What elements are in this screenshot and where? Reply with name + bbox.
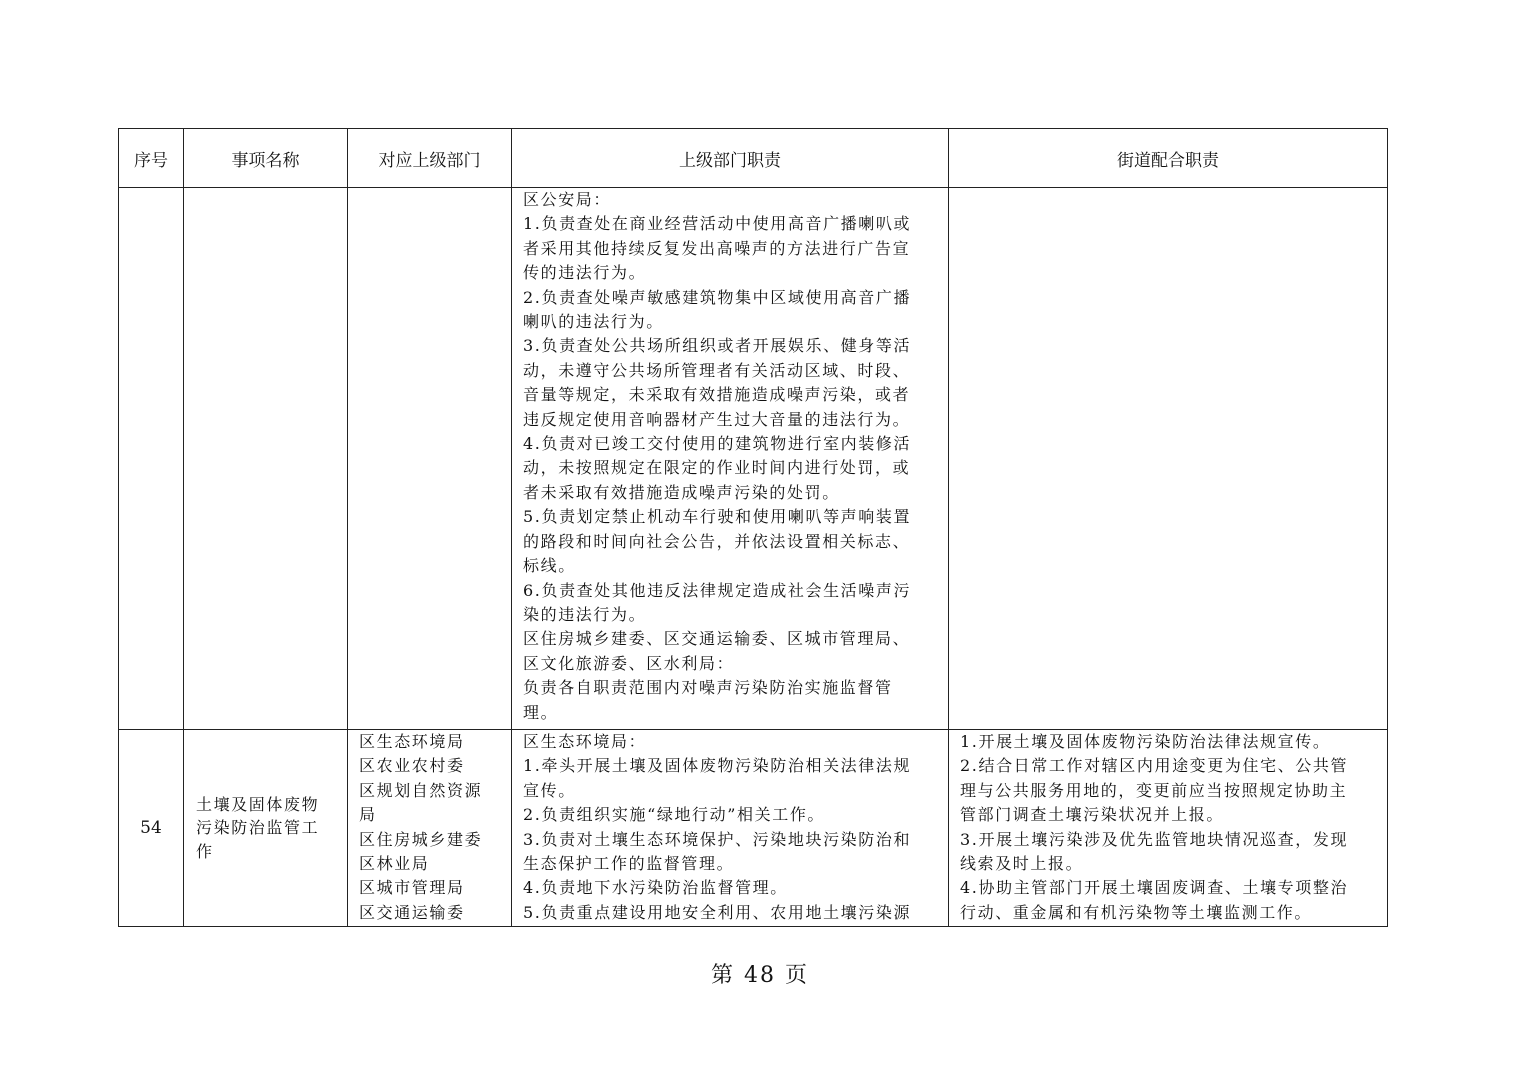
department-cell	[348, 188, 512, 730]
street-duty-line: 3.开展土壤污染涉及优先监管地块情况巡查，发现	[960, 829, 1349, 849]
department-line: 区生态环境局	[359, 732, 465, 751]
header-street-duties: 街道配合职责	[949, 129, 1388, 188]
duty-line: 喇叭的违法行为。	[523, 312, 664, 332]
duty-line: 4.负责对已竣工交付使用的建筑物进行室内装修活	[523, 434, 912, 454]
seq-cell	[119, 188, 184, 730]
duty-line: 区文化旅游委、区水利局：	[523, 653, 735, 673]
department-line: 区住房城乡建委	[359, 829, 483, 849]
duty-line: 1.负责查处在商业经营活动中使用高音广播喇叭或	[523, 214, 912, 234]
duty-line: 区公安局：	[523, 190, 612, 209]
duty-line: 4.负责地下水污染防治监督管理。	[523, 878, 788, 898]
duty-line: 的路段和时间向社会公告，并依法设置相关标志、	[523, 531, 911, 551]
upper-duties-cell	[512, 188, 949, 730]
department-line: 区规划自然资源	[359, 780, 483, 800]
street-duties-cell	[949, 730, 1388, 927]
duty-line: 区生态环境局：	[523, 732, 647, 751]
duty-line: 动，未遵守公共场所管理者有关活动区域、时段、	[523, 360, 911, 380]
duty-line: 6.负责查处其他违反法律规定造成社会生活噪声污	[523, 580, 912, 600]
duty-line: 1.牵头开展土壤及固体废物污染防治相关法律法规	[523, 756, 912, 776]
duty-line: 者采用其他持续反复发出高噪声的方法进行广告宣	[523, 238, 911, 258]
item-name-line: 土壤及固体废物	[196, 794, 320, 814]
table-header-row	[119, 129, 1388, 188]
department-cell	[348, 730, 512, 927]
street-duty-line: 理与公共服务用地的，变更前应当按照规定协助主	[960, 780, 1348, 800]
item-name-cell	[184, 730, 348, 927]
department-line: 区林业局	[359, 854, 430, 874]
duty-line: 区住房城乡建委、区交通运输委、区城市管理局、	[523, 629, 911, 649]
duty-line: 者未采取有效措施造成噪声污染的处罚。	[523, 482, 840, 502]
department-line: 区农业农村委	[359, 756, 465, 776]
upper-duties-cell	[512, 730, 949, 927]
duty-line: 5.负责划定禁止机动车行驶和使用喇叭等声响装置	[523, 507, 912, 527]
duty-line: 动，未按照规定在限定的作业时间内进行处罚，或	[523, 458, 911, 478]
department-line: 区交通运输委	[359, 902, 465, 922]
duty-line: 宣传。	[523, 780, 576, 800]
item-name-cell	[184, 188, 348, 730]
street-duty-line: 2.结合日常工作对辖区内用途变更为住宅、公共管	[960, 756, 1349, 776]
item-name-line: 污染防治监管工	[196, 818, 320, 838]
department-line: 区城市管理局	[359, 878, 465, 898]
department-line: 局	[359, 805, 377, 825]
duty-line: 生态保护工作的监督管理。	[523, 854, 735, 874]
duty-line: 2.负责组织实施“绿地行动”相关工作。	[523, 805, 826, 825]
duty-line: 违反规定使用音响器材产生过大音量的违法行为。	[523, 409, 911, 429]
header-upper-duties: 上级部门职责	[512, 129, 949, 188]
street-duty-line: 行动、重金属和有机污染物等土壤监测工作。	[960, 902, 1313, 922]
duty-line: 染的违法行为。	[523, 604, 647, 624]
duty-line: 理。	[523, 702, 559, 722]
header-upper-department: 对应上级部门	[348, 129, 512, 188]
street-duties-cell	[949, 188, 1388, 730]
duty-line: 传的违法行为。	[523, 263, 647, 283]
table-row	[119, 188, 1388, 730]
table-row	[119, 730, 1388, 927]
duty-line: 2.负责查处噪声敏感建筑物集中区域使用高音广播	[523, 287, 912, 307]
page-number: 第 48 页	[711, 963, 809, 988]
item-name-line: 作	[196, 841, 214, 861]
street-duty-line: 1.开展土壤及固体废物污染防治法律法规宣传。	[960, 732, 1331, 751]
duty-line: 3.负责查处公共场所组织或者开展娱乐、健身等活	[523, 336, 912, 356]
header-item-name: 事项名称	[184, 129, 348, 188]
duty-line: 音量等规定，未采取有效措施造成噪声污染，或者	[523, 385, 911, 405]
street-duty-line: 管部门调查土壤污染状况并上报。	[960, 805, 1225, 825]
duty-table	[118, 128, 1388, 927]
duty-line: 负责各自职责范围内对噪声污染防治实施监督管	[523, 678, 893, 698]
seq-cell: 54	[119, 730, 184, 927]
street-duty-line: 线索及时上报。	[960, 854, 1084, 874]
duty-line: 3.负责对土壤生态环境保护、污染地块污染防治和	[523, 829, 912, 849]
duty-line: 5.负责重点建设用地安全利用、农用地土壤污染源	[523, 902, 912, 922]
header-seq: 序号	[119, 129, 184, 188]
street-duty-line: 4.协助主管部门开展土壤固废调查、土壤专项整治	[960, 878, 1349, 898]
duty-line: 标线。	[523, 556, 576, 576]
